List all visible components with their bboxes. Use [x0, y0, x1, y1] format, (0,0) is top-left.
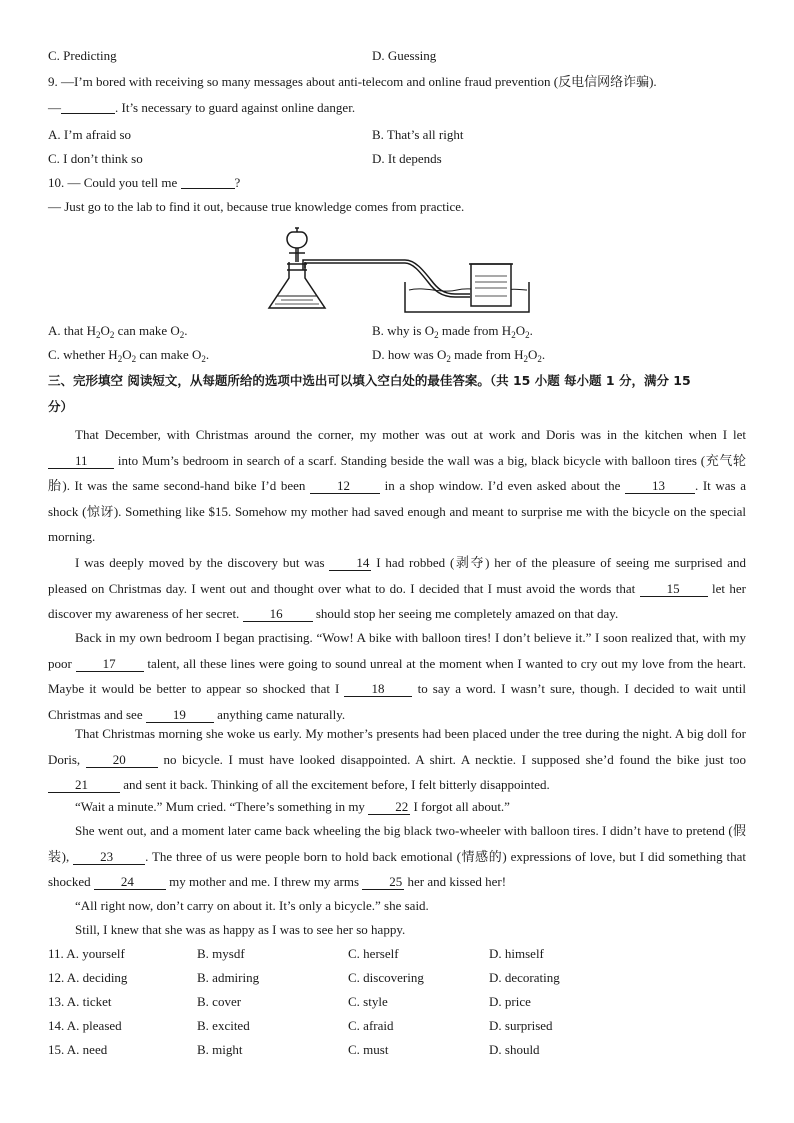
option-d: D. should — [489, 1042, 540, 1057]
blank-25: 25 — [362, 875, 404, 890]
answer-blank — [181, 176, 235, 189]
q10-option-a: A. that $H_2O_2$ can make $O_2$. — [48, 323, 188, 340]
option-b: B. mysdf — [197, 946, 245, 961]
blank-24: 24 — [94, 875, 166, 890]
q10-reply: — Just go to the lab to find it out, because true knowledge comes from practice. — [48, 199, 465, 214]
option-c: C. herself — [348, 946, 399, 961]
section-heading: 三、完形填空 阅读短文，从每题所给的选项中选出可以填入空白处的最佳答案。（共 15 小题 每小题 1 分，满分 15 — [48, 373, 691, 388]
q9-option-a: A. I’m afraid so — [48, 127, 132, 142]
option-d: D. surprised — [489, 1018, 553, 1033]
passage-paragraph-5: “Wait a minute.” Mum cried. “There’s something in my 22 I forgot all about.” — [75, 799, 510, 814]
blank-14: 14 — [329, 556, 371, 571]
q9-reply: — . It’s necessary to guard against online danger. — [48, 100, 356, 115]
q9-option-b: B. That’s all right — [372, 127, 464, 142]
q9-stem: 9. —I’m bored with receiving so many messages about anti-telecom and online fraud prevention (反电信网络诈骗). — [48, 74, 657, 89]
chemistry-apparatus-figure — [265, 226, 535, 316]
option-c: C. discovering — [348, 970, 424, 985]
q8-option-d: D. Guessing — [372, 48, 437, 63]
q10-option-b: B. why is $O_2$ made from $H_2O_2$. — [372, 323, 533, 340]
option-a: 12. A. deciding — [48, 970, 128, 985]
q10-stem: 10. — Could you tell me ? — [48, 175, 241, 190]
blank-20: 20 — [86, 753, 158, 768]
option-b: B. excited — [197, 1018, 250, 1033]
option-b: B. might — [197, 1042, 243, 1057]
option-d: D. price — [489, 994, 531, 1009]
blank-18: 18 — [344, 682, 412, 697]
blank-13: 13 — [625, 479, 695, 494]
passage-paragraph-8: Still, I knew that she was as happy as I was to see her so happy. — [75, 922, 406, 937]
blank-22: 22 — [368, 800, 410, 815]
q10-option-d: D. how was $O_2$ made from $H_2O_2$. — [372, 347, 546, 364]
passage-paragraph-1: That December, with Christmas around the corner, my mother was out at work and Doris was in the kitchen when I let 11 into Mum’s bedroom in search of a scarf. Standing beside the wall was a big, black bicycle with balloon tires (充气轮胎). It was the same second-hand bike I’d been 12 in a shop window. I’d even asked about the 13 . It was a shock (惊讶). Something like $15. Somehow my mother had saved enough and meant to surprise me with the bicycle on the special morning. — [48, 427, 746, 544]
option-a: 13. A. ticket — [48, 994, 112, 1009]
q10-option-c: C. whether $H_2O_2$ can make $O_2$. — [48, 347, 210, 364]
q9-option-c: C. I don’t think so — [48, 151, 143, 166]
option-a: 14. A. pleased — [48, 1018, 122, 1033]
blank-12: 12 — [310, 479, 380, 494]
blank-15: 15 — [640, 582, 708, 597]
passage-paragraph-4: That Christmas morning she woke us early. My mother’s presents had been placed under the tree during the night. A big doll for Doris, 20 no bicycle. I must have looked disappointed. A shirt. A necktie. I supposed she’d found the bike just too 21 and sent it back. Thinking of all the excitement before, I felt bitterly disappointed. — [48, 726, 747, 792]
option-d: D. decorating — [489, 970, 560, 985]
blank-17: 17 — [76, 657, 144, 672]
option-c: C. must — [348, 1042, 389, 1057]
blank-21: 21 — [48, 778, 120, 793]
blank-23: 23 — [73, 850, 145, 865]
blank-19: 19 — [146, 708, 214, 723]
section-heading-cont: 分） — [48, 399, 74, 414]
option-a: 15. A. need — [48, 1042, 108, 1057]
passage-paragraph-3: Back in my own bedroom I began practising. “Wow! A bike with balloon tires! I don’t believe it.” I soon realized that, with my poor 17 talent, all these lines were going to sound unreal at the moment when I wanted to cry out my love from the heart. Maybe it would be better to appear so shocked that I 18 to say a word. I wasn’t sure, though. I decided to wait until Christmas and see 19 anything came naturally. — [48, 630, 747, 722]
passage-paragraph-2: I was deeply moved by the discovery but was 14 I had robbed (剥夺) her of the pleasure of seeing me surprised and pleased on Christmas day. I went out and thought over what to do. I decided that I must avoid the words that 15 let her discover my awareness of her secret. 16 should stop her seeing me completely amazed on that day. — [48, 555, 746, 621]
answer-blank — [61, 101, 115, 114]
q8-option-c: C. Predicting — [48, 48, 117, 63]
blank-16: 16 — [243, 607, 313, 622]
option-b: B. admiring — [197, 970, 260, 985]
passage-paragraph-6: She went out, and a moment later came back wheeling the big black two-wheeler with balloon tires. I didn’t have to pretend (假装), 23 . The three of us were people born to hold back emotional (情感的) expressions of love, but I did something that shocked 24 my mother and me. I threw my arms 25 her and kissed her! — [48, 823, 746, 889]
option-c: C. afraid — [348, 1018, 394, 1033]
passage-paragraph-7: “All right now, don’t carry on about it. It’s only a bicycle.” she said. — [75, 898, 429, 913]
option-c: C. style — [348, 994, 388, 1009]
option-a: 11. A. yourself — [48, 946, 125, 961]
option-b: B. cover — [197, 994, 242, 1009]
q9-option-d: D. It depends — [372, 151, 442, 166]
option-d: D. himself — [489, 946, 544, 961]
blank-11: 11 — [48, 454, 114, 469]
